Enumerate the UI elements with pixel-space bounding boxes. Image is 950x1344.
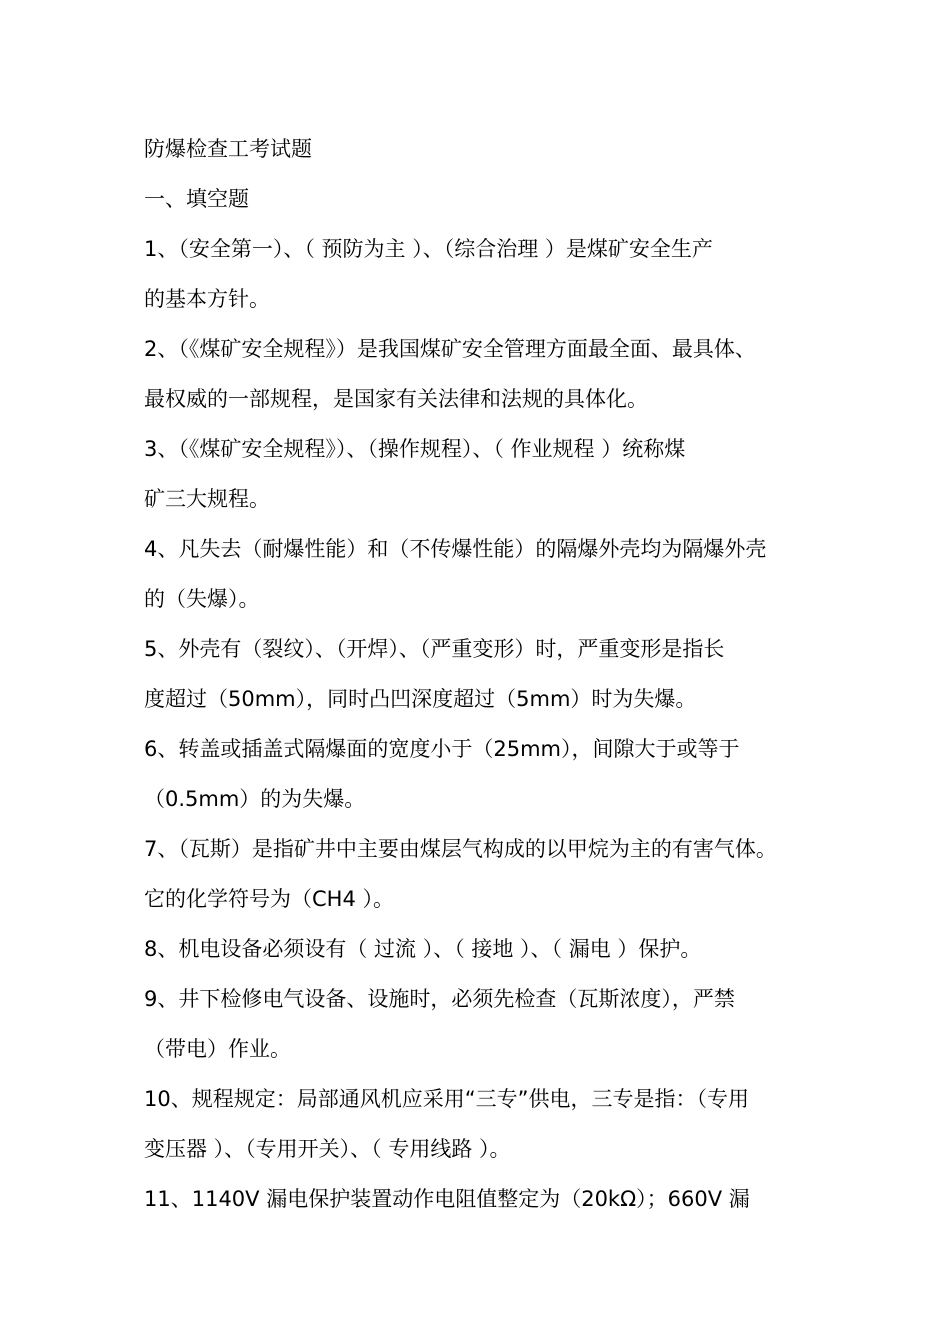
text-line: 3、（《煤矿安全规程》）、（操作规程）、（ 作业规程 ）统称煤 [144, 437, 686, 461]
text-line: 的基本方针。 [144, 287, 270, 311]
text-line: 变压器 ）、（专用开关）、（ 专用线路 ）。 [144, 1137, 511, 1161]
text-line: 最权威的一部规程，是国家有关法律和法规的具体化。 [144, 387, 648, 411]
text-line: 2、（《煤矿安全规程》）是我国煤矿安全管理方面最全面、最具体、 [144, 337, 756, 361]
text-line: （0.5mm）的为失爆。 [144, 787, 366, 811]
text-line: （带电）作业。 [144, 1037, 291, 1061]
text-line: 4、凡失去（耐爆性能）和（不传爆性能）的隔爆外壳均为隔爆外壳 [144, 537, 767, 561]
text-line: 矿三大规程。 [144, 487, 270, 511]
text-line: 它的化学符号为（CH4 ）。 [144, 887, 394, 911]
text-line: 9、井下检修电气设备、设施时，必须先检查（瓦斯浓度），严禁 [144, 987, 735, 1011]
text-line: 5、外壳有（裂纹）、（开焊）、（严重变形）时，严重变形是指长 [144, 637, 725, 661]
document-body [144, 124, 834, 1224]
document-title: 防爆检查工考试题 [144, 137, 312, 161]
text-line: 8、机电设备必须设有（ 过流 ）、（ 接地 ）、（ 漏电 ）保护。 [144, 937, 702, 961]
text-line: 1、（安全第一）、（ 预防为主 ）、（综合治理 ）是煤矿安全生产 [144, 237, 713, 261]
text-line: 11、1140V 漏电保护装置动作电阻值整定为（20kΩ）；660V 漏 [144, 1187, 750, 1211]
text-line: 7、（瓦斯）是指矿井中主要由煤层气构成的以甲烷为主的有害气体。 [144, 837, 777, 861]
text-line: 6、转盖或插盖式隔爆面的宽度小于（25mm），间隙大于或等于 [144, 737, 740, 761]
section-heading: 一、填空题 [144, 187, 249, 211]
text-line: 度超过（50mm），同时凸凹深度超过（5mm）时为失爆。 [144, 687, 697, 711]
text-line: 的（失爆）。 [144, 587, 260, 611]
text-line: 10、规程规定：局部通风机应采用“三专”供电，三专是指：（专用 [144, 1087, 749, 1111]
